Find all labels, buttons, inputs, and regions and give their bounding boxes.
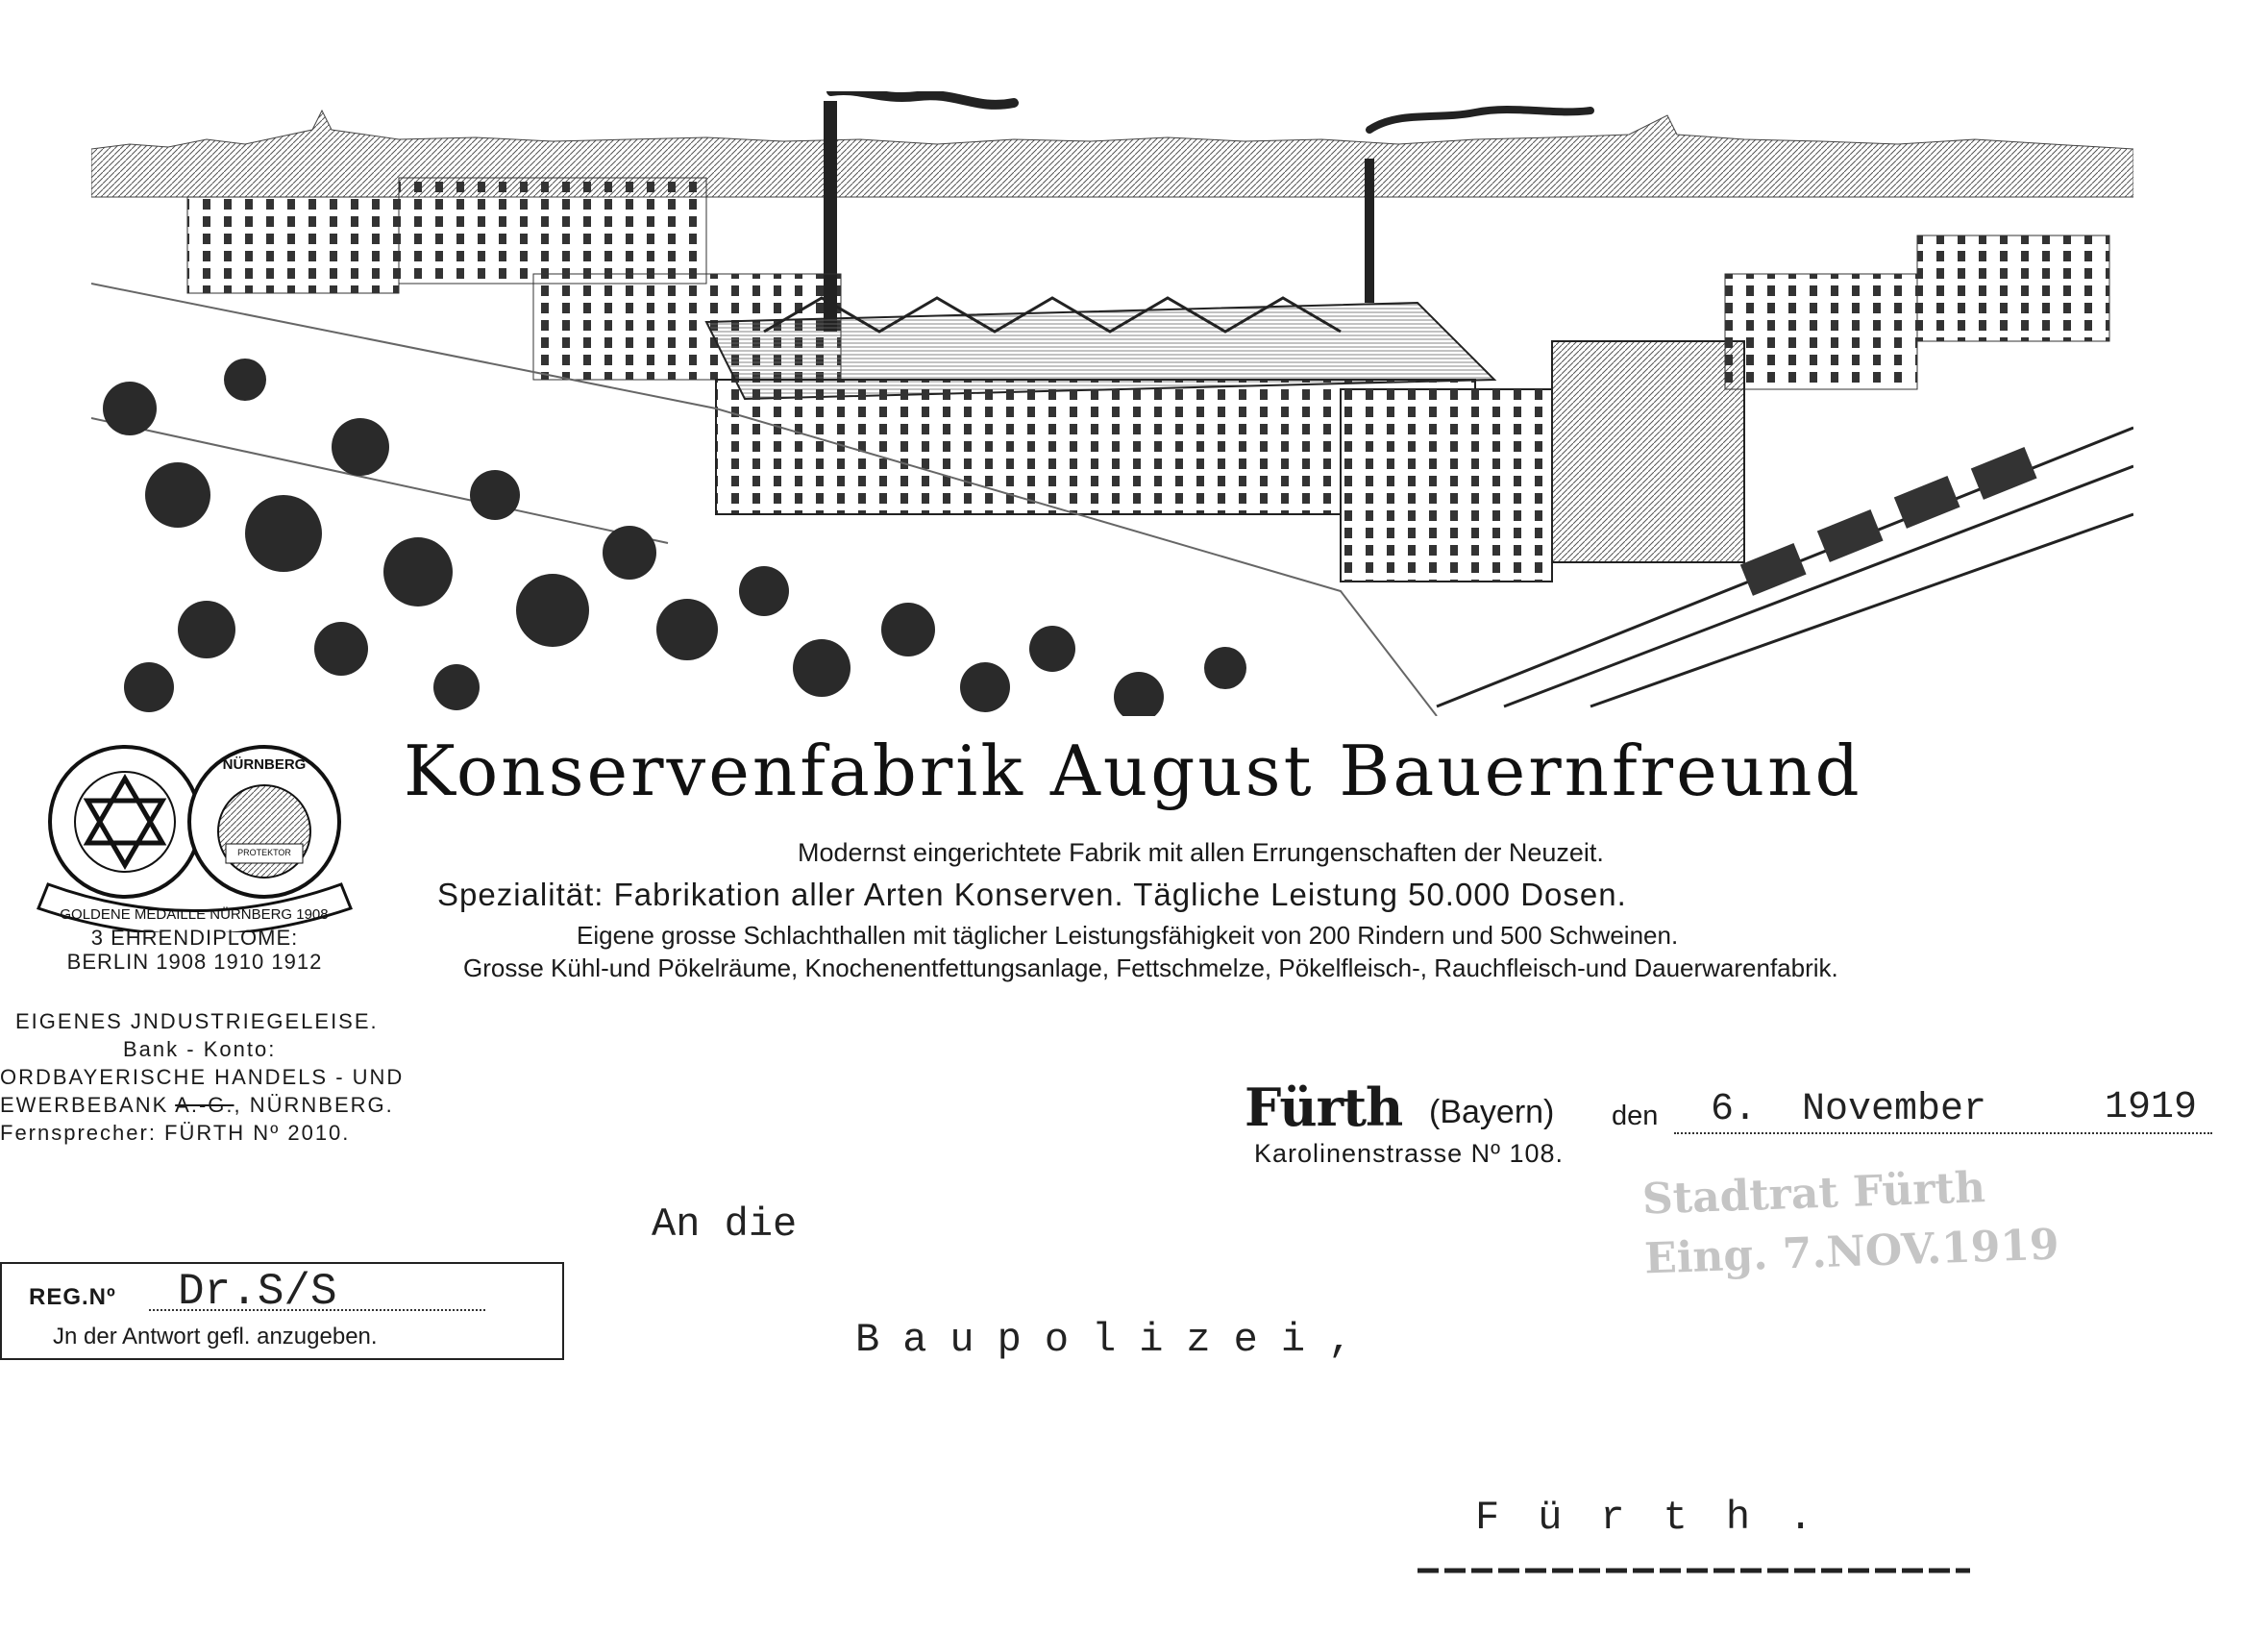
date-dotted-line <box>1674 1132 2212 1134</box>
tagline-2: Spezialität: Fabrikation aller Arten Konserven. Tägliche Leistung 50.000 Dosen. <box>437 877 1627 912</box>
industry-track-line: EIGENES JNDUSTRIEGELEISE. <box>15 1009 379 1033</box>
factory-engraving <box>91 91 2133 716</box>
reg-hint: Jn der Antwort gefl. anzugeben. <box>53 1324 378 1349</box>
letterhead-den: den <box>1612 1101 1659 1131</box>
bank-account-label: Bank - Konto: <box>123 1037 277 1061</box>
bank-name-part: EWERBEBANK <box>0 1093 169 1117</box>
bank-name-line-1: ORDBAYERISCHE HANDELS - UND <box>0 1065 405 1089</box>
street-address: Karolinenstrasse Nº 108. <box>1254 1139 1565 1168</box>
company-name: Konservenfabrik August Bauernfreund <box>404 730 1862 811</box>
date-year: 1919 <box>2105 1086 2198 1129</box>
stamp-line-1: Stadtrat Fürth <box>1641 1163 1986 1225</box>
recipient-salutation: An die <box>652 1201 798 1248</box>
reg-label: REG.Nº <box>29 1284 116 1310</box>
diplomas-years: BERLIN 1908 1910 1912 <box>66 950 323 974</box>
stamp-line-2: Eing. 7.NOV.1919 <box>1643 1220 2060 1284</box>
reg-value: Dr.S/S <box>178 1267 337 1317</box>
medal-2-title: NÜRNBERG <box>222 756 307 773</box>
diplomas-label: 3 EHRENDIPLOME: <box>90 926 299 950</box>
recipient-city: Fürth. <box>1475 1495 1852 1541</box>
letterhead-city: Fürth <box>1245 1077 1403 1138</box>
medal-2-inner: PROTEKTOR <box>237 848 291 857</box>
bank-city: , NÜRNBERG. <box>234 1093 394 1117</box>
date-day: 6. <box>1711 1088 1758 1131</box>
company-info-block <box>0 1007 442 1147</box>
diplomas-block <box>29 926 360 974</box>
reg-dotted-line <box>149 1309 485 1311</box>
received-stamp <box>1641 1156 2060 1290</box>
medals-emblem <box>29 740 360 932</box>
date-month: November <box>1802 1088 1987 1131</box>
medal-ribbon-text: GOLDENE MEDAILLE NÜRNBERG 1908 <box>60 906 329 923</box>
tagline-4: Grosse Kühl-und Pökelräume, Knochenentfettungsanlage, Fettschmelze, Pökelfleisch-, Rauchfleisch-und Dauerwarenfabrik. <box>463 953 1838 982</box>
recipient-office: Baupolizei, <box>855 1317 1376 1363</box>
letterhead-region: (Bayern) <box>1429 1094 1555 1130</box>
tagline-3: Eigene grosse Schlachthallen mit täglicher Leistungsfähigkeit von 200 Rindern und 500 Schweinen. <box>577 921 1679 950</box>
bank-name-line-2 <box>0 1091 442 1119</box>
tagline-1: Modernst eingerichtete Fabrik mit allen Errungenschaften der Neuzeit. <box>798 838 1604 867</box>
telephone-line: Fernsprecher: FÜRTH Nº 2010. <box>0 1121 351 1145</box>
typed-underline <box>1418 1567 1970 1574</box>
bank-ag-struck: A.-G. <box>175 1093 234 1117</box>
